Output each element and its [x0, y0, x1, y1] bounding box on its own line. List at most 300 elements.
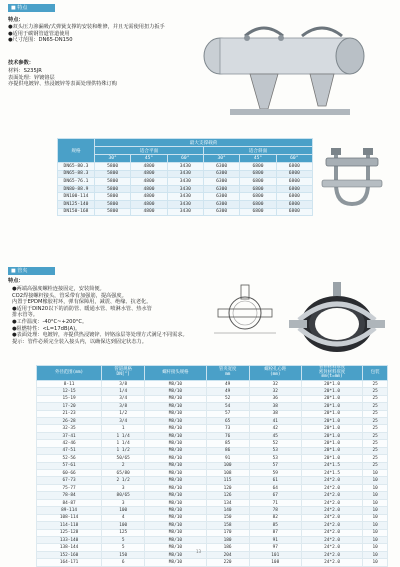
angle-header: 30° — [203, 155, 239, 163]
table-cell: 25 — [363, 447, 388, 454]
table-cell: M8/10 — [145, 522, 206, 529]
clamp-table — [36, 365, 388, 567]
table-cell: 6300 — [203, 178, 239, 186]
table-cell: 78-84 — [37, 492, 102, 499]
table-cell: 5 — [102, 536, 145, 543]
table-cell: 24*2.0 — [301, 499, 362, 506]
table-cell: M8/10 — [145, 484, 206, 491]
clamp-feature-item: ●阻燃特性：<L=17dB(A)。 — [12, 325, 81, 332]
angle-header: 45° — [240, 155, 276, 163]
clamp-features-title: 特点： — [8, 278, 24, 284]
features-list — [8, 24, 165, 44]
table-row — [58, 193, 313, 201]
table-cell: 26-28 — [37, 417, 102, 424]
table-cell: 10 — [363, 522, 388, 529]
table-cell: M8/10 — [145, 507, 206, 514]
table-cell: 4800 — [131, 193, 167, 201]
table-cell: 24*2.0 — [301, 529, 362, 536]
table-cell: DN150-168 — [58, 208, 95, 216]
page-number: 13 — [196, 549, 202, 554]
section2-header: ■ 管夹 — [8, 267, 55, 275]
table-cell: 10 — [363, 507, 388, 514]
table-cell: 6800 — [276, 208, 312, 216]
tech-item: 材料：S235JR — [8, 68, 42, 74]
table-cell: 4800 — [131, 163, 167, 171]
table-cell: 10 — [363, 477, 388, 484]
table-cell: 6300 — [203, 163, 239, 171]
clamp-feature-item: ●表面处理：电镀锌，亦提供热浸镀锌、锌铬涂层等处理方式满足不同需求。 — [12, 332, 188, 339]
table-cell: 5800 — [95, 200, 131, 208]
table-row — [37, 455, 388, 462]
table-cell: 25 — [363, 440, 388, 447]
table-cell: 10 — [363, 484, 388, 491]
table-cell: 152-160 — [37, 551, 102, 558]
table-cell: 1/2 — [102, 410, 145, 417]
table-cell: 204 — [206, 551, 249, 558]
table-cell: 100 — [102, 507, 145, 514]
table-cell: 82 — [249, 514, 301, 521]
table-cell: M8/10 — [145, 388, 206, 395]
table-cell: 52 — [206, 395, 249, 402]
table-row — [37, 544, 388, 551]
table-cell: M8/10 — [145, 455, 206, 462]
table-cell: 76 — [206, 432, 249, 439]
table-cell: 3430 — [167, 170, 203, 178]
table-row — [37, 417, 388, 424]
table-cell: M8/10 — [145, 559, 206, 566]
table-cell: 12-15 — [37, 388, 102, 395]
table-cell: M8/10 — [145, 499, 206, 506]
table-cell: DN65-88.3 — [58, 170, 95, 178]
table-cell: 42 — [249, 425, 301, 432]
table-cell: 49 — [206, 388, 249, 395]
table-cell: 1/4 — [102, 388, 145, 395]
table-cell: 5800 — [95, 185, 131, 193]
table-cell: 3430 — [167, 178, 203, 186]
table-cell: M8/10 — [145, 403, 206, 410]
clamp-col-header: 螺栓孔心距 (mm) — [249, 366, 301, 381]
table-cell: 80/65 — [102, 492, 145, 499]
table-row — [37, 380, 388, 387]
table-cell: 49 — [206, 380, 249, 387]
table-cell: 24*2.0 — [301, 536, 362, 543]
table-cell: 126 — [206, 492, 249, 499]
clamp-col-header: 外径范围(mm) — [37, 366, 102, 381]
table-cell: 5800 — [95, 178, 131, 186]
table-cell: 186 — [206, 544, 249, 551]
table-cell: M8/10 — [145, 551, 206, 558]
table-cell: DN100-114 — [58, 193, 95, 201]
table-row — [37, 395, 388, 402]
table-cell: M8/10 — [145, 447, 206, 454]
table-row — [37, 425, 388, 432]
table-cell: DN65-80.3 — [58, 163, 95, 171]
table-cell: 1 1/4 — [102, 432, 145, 439]
table-cell: M8/10 — [145, 470, 206, 477]
table-cell: 2 1/2 — [102, 477, 145, 484]
table-cell: 4800 — [131, 200, 167, 208]
table-cell: 6800 — [240, 178, 276, 186]
table-cell: 20*1.0 — [301, 425, 362, 432]
table-cell: 125-128 — [37, 529, 102, 536]
table-cell: 71 — [249, 499, 301, 506]
clamp-photo — [285, 280, 390, 358]
table-cell: 10 — [363, 536, 388, 543]
table-cell: 20*1.0 — [301, 380, 362, 387]
table-cell: 65 — [206, 417, 249, 424]
table-cell: 6800 — [240, 170, 276, 178]
table-cell: 10 — [363, 529, 388, 536]
table-cell: 97 — [249, 544, 301, 551]
angle-header: 60° — [276, 155, 312, 163]
clamp-features-list — [12, 286, 188, 345]
table-cell: 5800 — [95, 163, 131, 171]
table-cell: 37-41 — [37, 432, 102, 439]
table-cell: 158 — [206, 522, 249, 529]
table-cell: 133-140 — [37, 536, 102, 543]
table-cell: 67-73 — [37, 477, 102, 484]
table-row — [58, 163, 313, 171]
table-cell: 6800 — [240, 208, 276, 216]
table-cell: M8/10 — [145, 477, 206, 484]
table-cell: M8/10 — [145, 536, 206, 543]
table-cell: M8/10 — [145, 425, 206, 432]
table-cell: 17-20 — [37, 403, 102, 410]
table-row — [58, 178, 313, 186]
table-cell: 101 — [249, 551, 301, 558]
section1-header: ■ 特点 — [8, 4, 55, 12]
table-cell: 84-87 — [37, 499, 102, 506]
table-cell: 164-171 — [37, 559, 102, 566]
table-cell: 8-11 — [37, 380, 102, 387]
table-row — [58, 185, 313, 193]
table-cell: 5 — [102, 544, 145, 551]
clamp-col-header: 管道规格 DN["] — [102, 366, 145, 381]
table-cell: 20*1.0 — [301, 388, 362, 395]
table-cell: 25 — [363, 432, 388, 439]
table-row — [37, 507, 388, 514]
table-cell: 54 — [206, 403, 249, 410]
table-cell: 3 — [102, 499, 145, 506]
feature-item: ●尺寸范围：DN65-DN150 — [8, 37, 73, 44]
table-cell: 50/65 — [102, 455, 145, 462]
table-cell: 6800 — [240, 200, 276, 208]
table-cell: 24*2.0 — [301, 507, 362, 514]
table-cell: 6 — [102, 559, 145, 566]
table-cell: 24*2.0 — [301, 484, 362, 491]
table-cell: 3/4 — [102, 395, 145, 402]
table-cell: M8/10 — [145, 410, 206, 417]
table-row — [37, 462, 388, 469]
table-cell: 78 — [249, 507, 301, 514]
table-cell: 25 — [363, 395, 388, 402]
table-row — [37, 559, 388, 566]
table-row — [37, 514, 388, 521]
table-cell: 25 — [363, 462, 388, 469]
table-cell: 52 — [249, 440, 301, 447]
table-cell: 120 — [206, 484, 249, 491]
table-cell: 86 — [206, 447, 249, 454]
table-cell: 24*1.5 — [301, 470, 362, 477]
table-cell: 25 — [363, 380, 388, 387]
table-cell: 24*2.0 — [301, 544, 362, 551]
table-cell: 85 — [249, 522, 301, 529]
table-row — [37, 499, 388, 506]
table-cell: 47-51 — [37, 447, 102, 454]
table-cell: 20*1.0 — [301, 432, 362, 439]
load-table — [57, 138, 313, 216]
table-cell: 20*1.0 — [301, 410, 362, 417]
table-cell: 25 — [363, 455, 388, 462]
table-cell: 45 — [249, 432, 301, 439]
table-cell: 24*2.0 — [301, 492, 362, 499]
table-cell: 3/8 — [102, 380, 145, 387]
table-cell: 15-19 — [37, 395, 102, 402]
table-row — [37, 492, 388, 499]
table-cell: 114-118 — [37, 522, 102, 529]
table-cell: 20*1.0 — [301, 440, 362, 447]
table-cell: 5800 — [95, 193, 131, 201]
table-cell: 61 — [249, 477, 301, 484]
table-cell: 134 — [206, 499, 249, 506]
table-cell: 220 — [206, 559, 249, 566]
table-row — [37, 522, 388, 529]
table-cell: 10 — [363, 551, 388, 558]
clamp-feature-item: ●工作温度：-40°C~+200°C。 — [12, 318, 88, 325]
table-cell: 3430 — [167, 185, 203, 193]
table-cell: 24*1.5 — [301, 462, 362, 469]
table-row — [37, 403, 388, 410]
table-row — [37, 447, 388, 454]
table-row — [58, 200, 313, 208]
table-cell: 115 — [206, 477, 249, 484]
table-cell: M8/10 — [145, 514, 206, 521]
table-cell: 25 — [363, 410, 388, 417]
clamp-col-header: 管夹宽度 mm — [206, 366, 249, 381]
feature-item: ●双头压力渗漏吸/式弹簧支撑的安装和维修，并且无需使用扭力扳手 — [8, 24, 165, 30]
table-cell: 3430 — [167, 193, 203, 201]
table-cell: 67 — [249, 492, 301, 499]
table-cell: 59 — [249, 470, 301, 477]
table-cell: M8/10 — [145, 492, 206, 499]
table-cell: 108 — [206, 470, 249, 477]
clamp-feature-item: ●适用于DIN20以下的消防管、暖通水管、喷淋水管、热水管 — [12, 305, 152, 312]
table-cell: 25 — [363, 417, 388, 424]
clamp-drawing — [212, 283, 278, 338]
table-cell: 57 — [206, 410, 249, 417]
table-cell: 150 — [102, 551, 145, 558]
table-cell: 6800 — [276, 170, 312, 178]
table-cell: 100 — [206, 462, 249, 469]
table-cell: M8/10 — [145, 432, 206, 439]
table-cell: 73 — [206, 425, 249, 432]
table-cell: 4 — [102, 514, 145, 521]
features-title: 特点： — [8, 17, 24, 23]
table-cell: 41 — [249, 417, 301, 424]
table-cell: 25 — [363, 425, 388, 432]
table-cell: 87 — [249, 529, 301, 536]
angle-header: 45° — [131, 155, 167, 163]
table-cell: 36 — [249, 395, 301, 402]
table-cell: 100 — [102, 522, 145, 529]
table-cell: 10 — [363, 499, 388, 506]
table-cell: 6300 — [203, 200, 239, 208]
clamp-col-header: 包装 — [363, 366, 388, 381]
table-cell: 6800 — [276, 185, 312, 193]
table-cell: 3/4 — [102, 417, 145, 424]
table-cell: 6300 — [203, 170, 239, 178]
table-cell: 6300 — [203, 185, 239, 193]
clamp-feature-item: 排水管等。 — [12, 312, 38, 319]
table-cell: 5800 — [95, 170, 131, 178]
clamp-feature-item: ●两端高强度螺栓连接固定，安装简便。 — [12, 286, 105, 292]
table-cell: 6800 — [240, 185, 276, 193]
table-cell: 4800 — [131, 185, 167, 193]
clamp-col-header: 管件材料厚度 密封材料厚度 mm(t=mm) — [301, 366, 362, 381]
tech-list — [8, 68, 117, 88]
table-cell: 85 — [206, 440, 249, 447]
angle-header: 30° — [95, 155, 131, 163]
table-cell: DN65-76.1 — [58, 178, 95, 186]
clamp-feature-item: CO2焊接螺杆接头，管采带有加强筋，提高强度。 — [12, 292, 127, 299]
clamp-feature-item: 内置于EPDM橡胶衬环，弹有保障用，减震、绝缘、抗老化。 — [12, 299, 152, 306]
table-cell: 140 — [206, 507, 249, 514]
table-cell: 6800 — [276, 178, 312, 186]
table-cell: 6800 — [276, 193, 312, 201]
table-cell: 10 — [363, 470, 388, 477]
table-cell: 38 — [249, 410, 301, 417]
table-row — [37, 388, 388, 395]
table-cell: 2 — [102, 462, 145, 469]
tech-item: 亦提供电镀锌、热浸镀锌等表面处理供特殊订购 — [8, 81, 117, 88]
table-cell: 20*1.0 — [301, 417, 362, 424]
table-cell: 32-35 — [37, 425, 102, 432]
table-cell: 3430 — [167, 163, 203, 171]
table-cell: 24*2.0 — [301, 477, 362, 484]
table-cell: 75-77 — [37, 484, 102, 491]
table-cell: 52-56 — [37, 455, 102, 462]
table-cell: 25 — [363, 388, 388, 395]
group-b-header: 适合斜面 — [203, 147, 312, 155]
table-row — [37, 529, 388, 536]
table-cell: 25 — [363, 403, 388, 410]
table-cell: 1 1/4 — [102, 440, 145, 447]
table-cell: 138-144 — [37, 544, 102, 551]
table-cell: 10 — [363, 559, 388, 566]
table-cell: 3/8 — [102, 403, 145, 410]
table-cell: 3430 — [167, 208, 203, 216]
table-cell: 170 — [206, 529, 249, 536]
table-cell: 6300 — [203, 193, 239, 201]
table-row — [37, 470, 388, 477]
table-cell: 150 — [206, 514, 249, 521]
tech-item: 表面处理：锌镀铬层 — [8, 74, 55, 81]
table-cell: DN125-140 — [58, 200, 95, 208]
table-cell: 57 — [249, 462, 301, 469]
table-cell: 38 — [249, 403, 301, 410]
table-cell: 32 — [249, 388, 301, 395]
table-cell: 20*1.0 — [301, 403, 362, 410]
table-cell: M8/10 — [145, 417, 206, 424]
table-cell: 91 — [206, 455, 249, 462]
table-cell: 53 — [249, 455, 301, 462]
table-cell: 65/80 — [102, 470, 145, 477]
table-cell: 89-114 — [37, 507, 102, 514]
pipe-support-illustration — [190, 14, 375, 124]
table-cell: M8/10 — [145, 380, 206, 387]
table-row — [37, 432, 388, 439]
tech-title: 技术参数： — [8, 60, 34, 66]
col-dn-header: 规格 — [58, 139, 95, 163]
table-cell: 42-46 — [37, 440, 102, 447]
table-cell: 20*1.0 — [301, 395, 362, 402]
table-cell: 6800 — [240, 163, 276, 171]
table-cell: 91 — [249, 536, 301, 543]
table-cell: 6300 — [203, 208, 239, 216]
table-cell: 1 — [102, 425, 145, 432]
table-row — [37, 536, 388, 543]
group-a-header: 适合平面 — [95, 147, 204, 155]
table-cell: 24*2.0 — [301, 514, 362, 521]
table-cell: 4800 — [131, 170, 167, 178]
table-cell: 3430 — [167, 200, 203, 208]
table-row — [58, 170, 313, 178]
u-bolt-illustration — [318, 144, 386, 212]
table-cell: 4800 — [131, 208, 167, 216]
table-row — [37, 484, 388, 491]
clamp-feature-item: 提示：管件必须完全装入接头内，以确保达到固定状态力。 — [12, 338, 147, 345]
table-cell: 1 1/2 — [102, 447, 145, 454]
clamp-col-header: 螺杆接头规格 — [145, 366, 206, 381]
table-cell: 24*2.0 — [301, 522, 362, 529]
table-row — [37, 410, 388, 417]
angle-header: 60° — [167, 155, 203, 163]
table-cell: 180 — [206, 536, 249, 543]
table-cell: M8/10 — [145, 395, 206, 402]
table-row — [37, 440, 388, 447]
table-cell: 20*1.0 — [301, 455, 362, 462]
table-cell: 4800 — [131, 178, 167, 186]
table-row — [37, 477, 388, 484]
table-cell: 10 — [363, 514, 388, 521]
table-cell: 10 — [363, 492, 388, 499]
table-caption: 最大支撑载荷 — [95, 139, 313, 147]
table-cell: 24*2.0 — [301, 559, 362, 566]
table-cell: 32 — [249, 380, 301, 387]
table-cell: 24*2.0 — [301, 551, 362, 558]
table-row — [37, 551, 388, 558]
table-cell: 5800 — [95, 208, 131, 216]
table-cell: 10 — [363, 544, 388, 551]
feature-item: ●适用于碳钢管道管道使用 — [8, 30, 70, 37]
table-cell: 108-114 — [37, 514, 102, 521]
table-cell: 21-23 — [37, 410, 102, 417]
table-cell: 6800 — [240, 193, 276, 201]
table-cell: M8/10 — [145, 440, 206, 447]
table-cell: 20*1.0 — [301, 447, 362, 454]
table-cell: 60-66 — [37, 470, 102, 477]
table-cell: M8/10 — [145, 529, 206, 536]
table-cell: 125 — [102, 529, 145, 536]
table-cell: 6800 — [276, 163, 312, 171]
table-cell: 64 — [249, 484, 301, 491]
table-cell: 57-61 — [37, 462, 102, 469]
table-cell: 108 — [249, 559, 301, 566]
table-cell: DN80-88.9 — [58, 185, 95, 193]
table-cell: M8/10 — [145, 544, 206, 551]
table-cell: 3 — [102, 484, 145, 491]
table-cell: M8/10 — [145, 462, 206, 469]
